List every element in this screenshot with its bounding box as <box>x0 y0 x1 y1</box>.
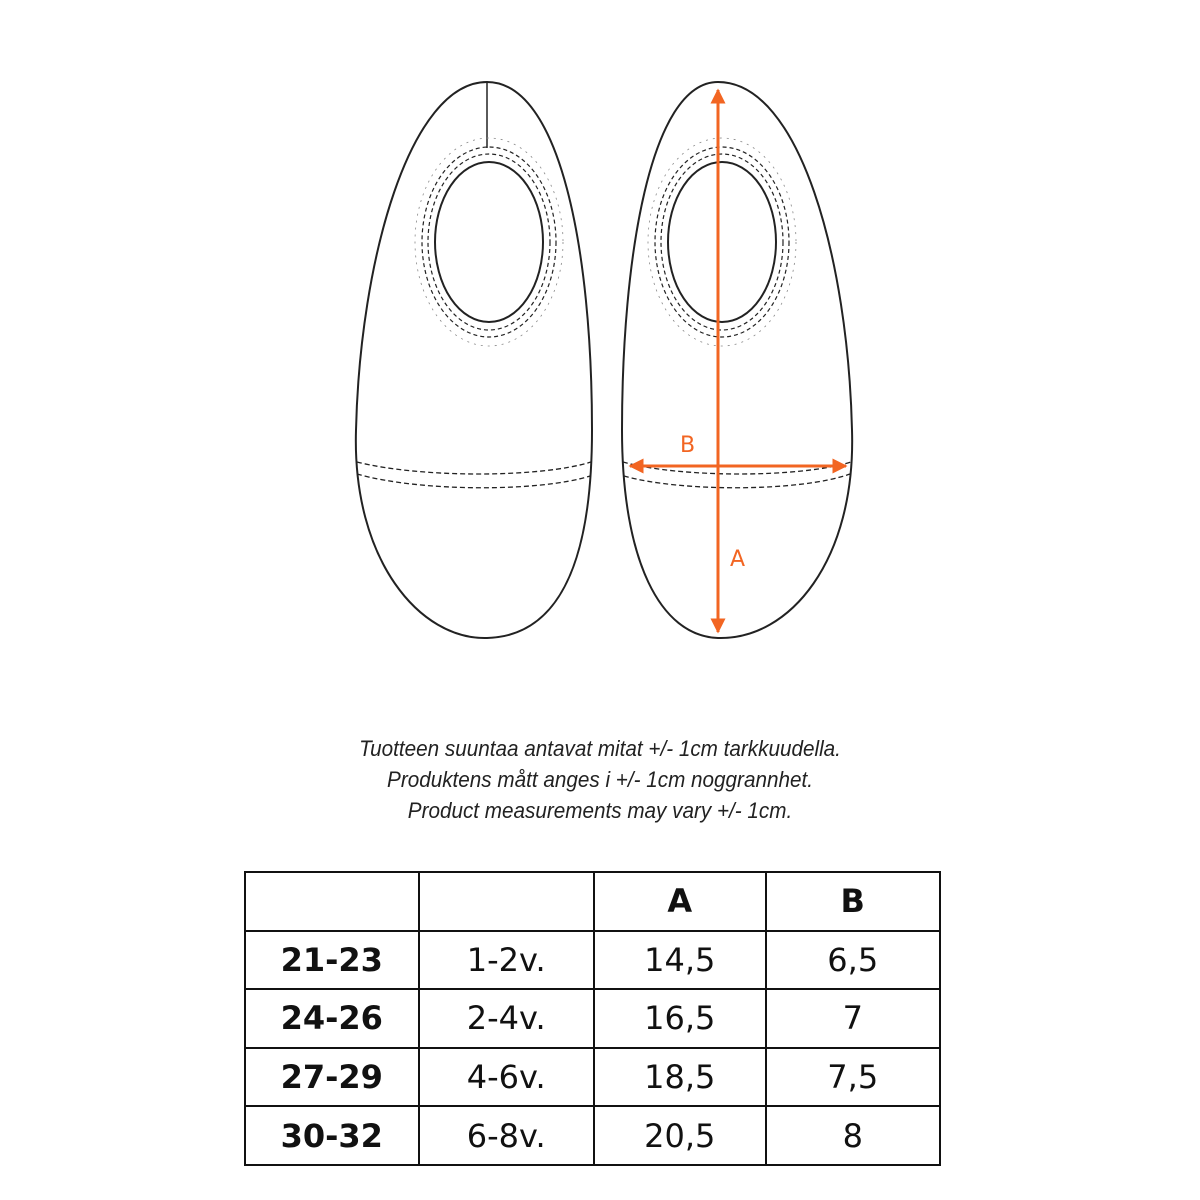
note-finnish: Tuotteen suuntaa antavat mitat +/- 1cm tarkkuudella. <box>359 736 841 761</box>
cell-a: 20,5 <box>594 1106 766 1165</box>
cell-age: 4-6v. <box>419 1048 594 1107</box>
cell-a: 14,5 <box>594 931 766 990</box>
cell-b: 6,5 <box>766 931 941 990</box>
cell-age: 6-8v. <box>419 1106 594 1165</box>
cell-size: 27-29 <box>245 1048 419 1107</box>
table-row <box>245 989 940 1048</box>
cell-age: 1-2v. <box>419 931 594 990</box>
label-a: A <box>730 547 746 572</box>
cell-b: 8 <box>766 1106 941 1165</box>
table-row <box>245 1106 940 1165</box>
header-age <box>419 872 594 931</box>
cell-b: 7 <box>766 989 941 1048</box>
table-row <box>245 1048 940 1107</box>
cell-b: 7,5 <box>766 1048 941 1107</box>
cell-size: 24-26 <box>245 989 419 1048</box>
cell-a: 18,5 <box>594 1048 766 1107</box>
table-row <box>245 931 940 990</box>
left-slipper <box>356 82 592 638</box>
header-size <box>245 872 419 931</box>
size-table <box>244 871 941 1166</box>
table-header-row <box>245 872 940 931</box>
cell-size: 30-32 <box>245 1106 419 1165</box>
note-swedish: Produktens mått anges i +/- 1cm noggrannhet. <box>387 767 813 792</box>
cell-age: 2-4v. <box>419 989 594 1048</box>
cell-size: 21-23 <box>245 931 419 990</box>
note-english: Product measurements may vary +/- 1cm. <box>407 798 793 823</box>
header-a: A <box>594 872 766 931</box>
label-b: B <box>680 433 696 458</box>
header-b: B <box>766 872 941 931</box>
cell-a: 16,5 <box>594 989 766 1048</box>
